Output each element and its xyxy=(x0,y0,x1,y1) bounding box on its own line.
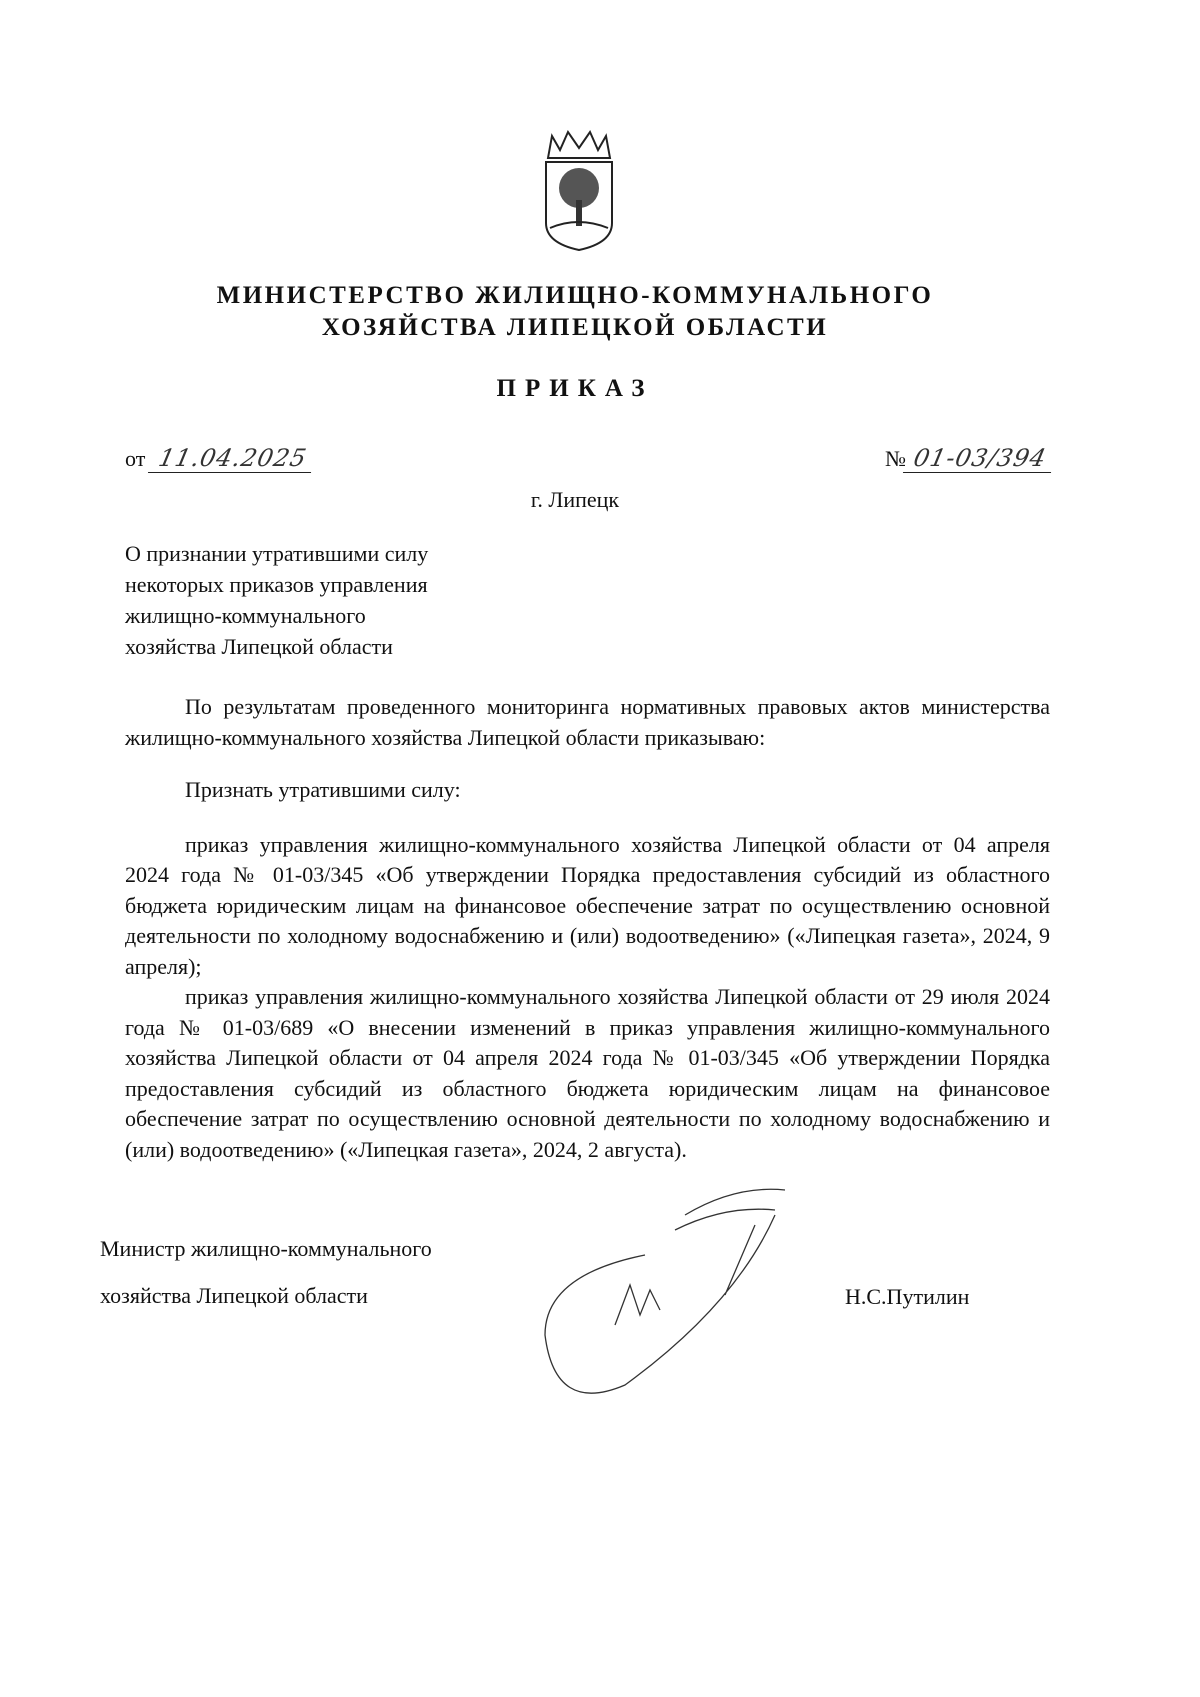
signatory-name: Н.С.Путилин xyxy=(845,1284,970,1309)
subject-line: некоторых приказов управления xyxy=(125,572,428,597)
clause-paragraph: Признать утратившими силу: xyxy=(185,777,461,802)
content-flow xyxy=(100,692,1050,1475)
subject xyxy=(125,538,428,662)
intro-paragraph: По результатам проведенного мониторинга нормативных правовых актов министерства жилищно-коммунального хозяйства Липецкой области приказываю: xyxy=(125,694,1050,750)
handwritten-signature xyxy=(535,1185,805,1405)
city: г. Липецк xyxy=(530,487,620,512)
from-label: от xyxy=(125,446,146,471)
number-line xyxy=(885,444,1054,474)
signature-block xyxy=(100,1225,1050,1475)
list-item: приказ управления жилищно-коммунального хозяйства Липецкой области от 04 апреля 2024 года № 01-03/345 «Об утверждении Порядка предоставления субсидий из областного бюджета юридическим лицам на финансовое обеспечение затрат по осуществлению основной деятельности по холодному водоснабжению и (или) водоотведению» («Липецкая газета», 2024, 9 апреля); xyxy=(125,831,1050,979)
position-line: хозяйства Липецкой области xyxy=(100,1283,368,1308)
body xyxy=(125,692,1050,1165)
organization-name xyxy=(0,280,1150,344)
org-line-2: ХОЗЯЙСТВА ЛИПЕЦКОЙ ОБЛАСТИ xyxy=(321,314,829,341)
subject-line: жилищно-коммунального xyxy=(125,603,366,628)
position-line: Министр жилищно-коммунального xyxy=(100,1236,432,1261)
signatory-position xyxy=(100,1225,432,1319)
number-label: № xyxy=(885,446,906,471)
list-item: приказ управления жилищно-коммунального хозяйства Липецкой области от 29 июля 2024 года № 01-03/689 «О внесении изменений в приказ управления жилищно-коммунального хозяйства Липецкой области от 04 апреля 2024 года № 01-03/345 «Об утверждении Порядка предоставления субсидий из областного бюджета юридическим лицам на финансовое обеспечение затрат по осуществлению основной деятельности по холодному водоснабжению и (или) водоотведению» («Липецкая газета», 2024, 2 августа). xyxy=(125,984,1050,1162)
handwritten-number: 01-03/394 xyxy=(903,444,1057,473)
date-line xyxy=(125,444,314,474)
org-line-1: МИНИСТЕРСТВО ЖИЛИЩНО-КОММУНАЛЬНОГО xyxy=(216,282,934,309)
subject-line: О признании утратившими силу xyxy=(125,541,429,566)
handwritten-date: 11.04.2025 xyxy=(148,444,318,473)
subject-line: хозяйства Липецкой области xyxy=(125,634,393,659)
document-type: ПРИКАЗ xyxy=(496,375,654,402)
coat-of-arms-icon xyxy=(538,128,620,253)
